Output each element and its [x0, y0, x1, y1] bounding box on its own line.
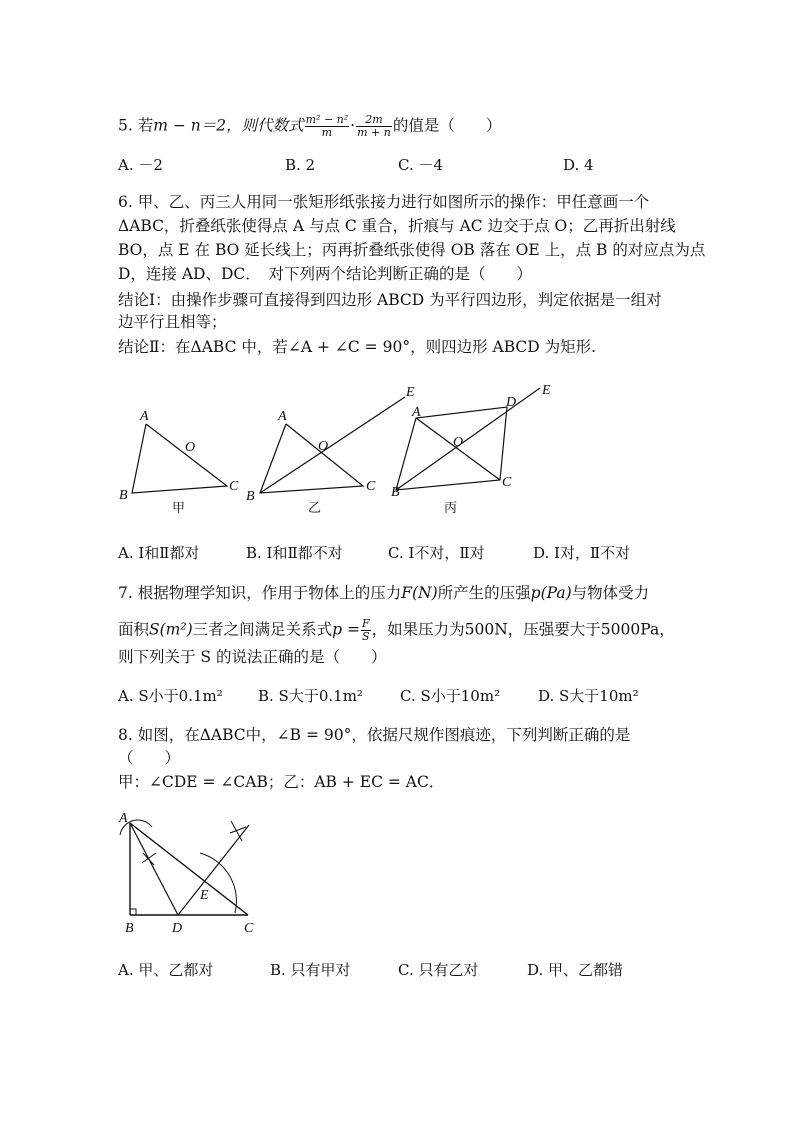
bing-label-a: A: [412, 405, 421, 420]
q5-frac1-numerator: m² − n²: [305, 113, 349, 126]
figure-yi: [246, 385, 415, 516]
q5-dot: ·: [350, 116, 356, 135]
q8-option-d[interactable]: D. 甲、乙都错: [527, 961, 624, 979]
q6-figures: [110, 380, 570, 520]
q7-force-symbol: F(N): [401, 584, 438, 602]
q6-conclusion-2: 结论Ⅱ：在ΔABC 中，若∠A + ∠C = 90°，则四边形 ABCD 为矩形.: [118, 338, 597, 356]
yi-label-o: O: [318, 439, 329, 454]
q6-line-1: 6. 甲、乙、丙三人用同一张矩形纸张接力进行如图所示的操作：甲任意画一个: [118, 193, 650, 211]
q8-line-1: 8. 如图，在ΔABC中，∠B = 90°，依据尺规作图痕迹，下列判断正确的是: [118, 726, 631, 744]
q5-fraction-2: [356, 114, 392, 139]
q6-line-2: ΔABC，折叠纸张使得点 A 与点 C 重合，折痕与 AC 边交于点 O；乙再折出射线: [118, 217, 676, 235]
q7-line1-c: 所产生的压强: [437, 584, 531, 602]
q5-option-b[interactable]: B. 2: [285, 156, 316, 174]
q7-pressure-symbol: p(Pa): [530, 584, 572, 602]
q7-frac-numerator: F: [362, 617, 370, 630]
q8-cross-mark-1: [142, 853, 156, 865]
bing-label-b: B: [391, 485, 400, 500]
jia-label-o: O: [185, 440, 196, 455]
figure-jia: [119, 409, 239, 516]
q8-option-b[interactable]: B. 只有甲对: [270, 961, 351, 979]
q7-area-symbol: S(m²): [149, 620, 193, 639]
q8-label-d: D: [172, 921, 183, 936]
q7-line-3: 则下列关于 S 的说法正确的是（ ）: [118, 648, 387, 666]
jia-caption: 甲: [172, 501, 186, 516]
yi-label-c: C: [366, 479, 376, 494]
q7-option-c[interactable]: C. S小于10m²: [400, 687, 501, 705]
q5-frac2-numerator: 2m: [356, 114, 392, 127]
bing-ray-be: [396, 388, 540, 490]
q8-label-b: B: [125, 921, 134, 936]
bing-label-d: D: [506, 395, 517, 410]
q6-option-c[interactable]: C. Ⅰ不对，Ⅱ对: [388, 544, 485, 562]
yi-label-a: A: [278, 409, 287, 424]
q5-fraction-1: [305, 114, 350, 139]
yi-label-b: B: [246, 489, 255, 504]
q7-line2-c: 三者之间满足关系式: [192, 620, 333, 639]
q6-conclusion-1: 结论Ⅰ：由操作步骤可直接得到四边形 ABCD 为平行四边形，判定依据是一组对: [118, 291, 662, 309]
q8-figure: [110, 805, 280, 940]
q5-stem: [118, 114, 501, 139]
q7-frac-denominator: S: [362, 630, 370, 643]
q5-frac2-denominator: m + n: [357, 126, 391, 139]
bing-caption: 丙: [444, 501, 458, 516]
jia-label-a: A: [140, 409, 149, 424]
q8-option-a[interactable]: A. 甲、乙都对: [118, 961, 214, 979]
q5-option-a[interactable]: A. －2: [118, 156, 163, 174]
q8-label-a: A: [119, 811, 128, 826]
q7-option-d[interactable]: D. S大于10m²: [538, 687, 639, 705]
q6-conclusion-1-cont: 边平行且相等；: [118, 313, 227, 331]
q8-line-ad: [130, 823, 178, 915]
q7-line1-a: 7. 根据物理学知识，作用于物体上的压力: [118, 584, 402, 602]
q7-line2-e: ，如果压力为500N，压强要大于5000Pa，: [371, 620, 675, 639]
q7-line-2: [118, 618, 675, 643]
q5-suffix: 的值是（ ）: [392, 116, 502, 135]
figure-bing: [391, 383, 551, 516]
jia-label-c: C: [229, 479, 239, 494]
bing-label-c: C: [502, 475, 512, 490]
q8-label-e: E: [200, 888, 209, 903]
bing-label-o: O: [453, 435, 464, 450]
q8-right-angle-mark: [130, 909, 136, 915]
q8-option-c[interactable]: C. 只有乙对: [398, 961, 479, 979]
q5-condition: m − n＝2，则代数式: [153, 116, 304, 135]
q6-line-3: BO，点 E 在 BO 延长线上；丙再折叠纸张使得 OB 落在 OE 上，点 B 的对应点为点: [118, 241, 706, 259]
q7-line2-a: 面积: [118, 620, 150, 639]
q5-option-c[interactable]: C. －4: [398, 156, 444, 174]
yi-label-e: E: [406, 385, 415, 400]
q8-line-2: （ ）: [118, 749, 181, 767]
yi-caption: 乙: [308, 501, 322, 516]
q8-label-c: C: [244, 921, 254, 936]
q8-line-3: 甲：∠CDE = ∠CAB；乙：AB + EC = AC．: [118, 773, 445, 791]
q7-line-1: [118, 583, 649, 603]
jia-label-b: B: [119, 488, 128, 503]
q7-line1-e: 与物体受力: [571, 584, 650, 602]
bing-label-e: E: [542, 383, 551, 398]
q6-option-b[interactable]: B. Ⅰ和Ⅱ都不对: [246, 544, 343, 562]
q5-frac1-denominator: m: [321, 126, 333, 139]
q7-option-a[interactable]: A. S小于0.1m²: [118, 687, 223, 705]
q6-option-d[interactable]: D. Ⅰ对，Ⅱ不对: [533, 544, 631, 562]
q7-option-b[interactable]: B. S大于0.1m²: [258, 687, 363, 705]
q8-perpendicular-line: [178, 825, 249, 915]
q6-option-a[interactable]: A. Ⅰ和Ⅱ都对: [118, 544, 200, 562]
q7-formula-lhs: p =: [332, 620, 360, 639]
q8-arc-near-e: [200, 853, 236, 913]
q5-prefix: 5. 若: [118, 116, 154, 135]
q6-line-4: D，连接 AD、DC． 对下列两个结论判断正确的是（ ）: [118, 265, 533, 283]
q5-option-d[interactable]: D. 4: [563, 156, 594, 174]
q7-formula-fraction: [361, 618, 371, 643]
jia-triangle: [132, 424, 227, 493]
